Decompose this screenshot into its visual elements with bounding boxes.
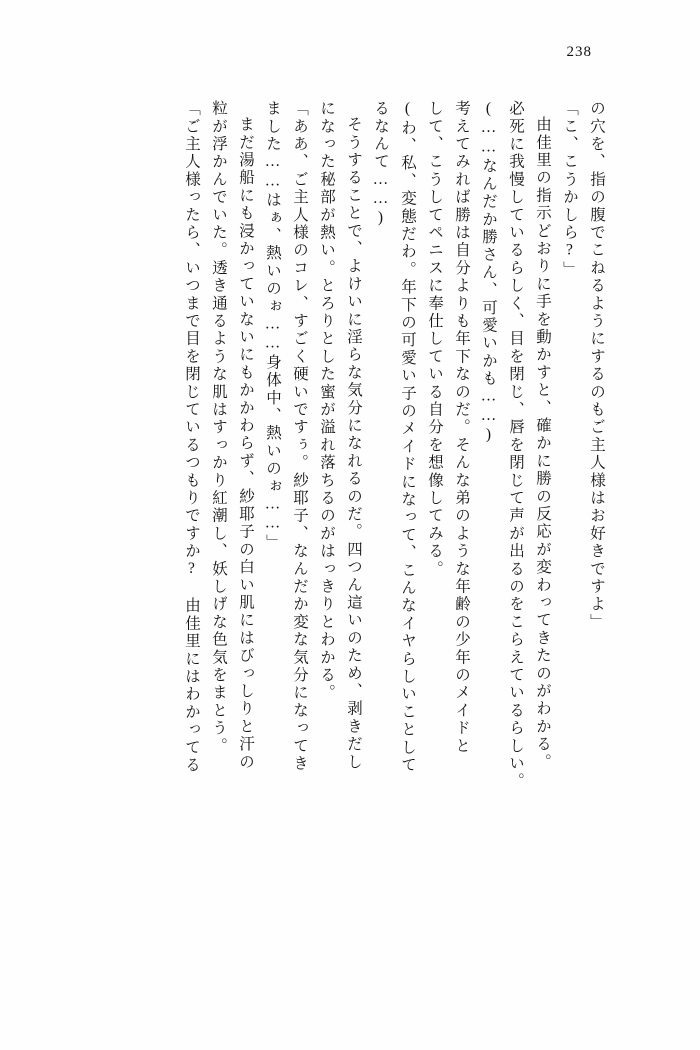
text-line: になった秘部が熱い。とろりとした蜜が溢れ落ちるのがはっきりとわかる。: [318, 100, 335, 702]
text-line: 考えてみれば勝は自分よりも年下なのだ。そんな弟のような年齢の少年のメイドと: [453, 100, 470, 755]
text-line: ました……はぁ、熱いのぉ……身体中、熱いのぉ……」: [264, 100, 281, 552]
text-line: 必死に我慢しているらしく、目を閉じ、唇を閉じて声が出るのをこらえているらしい。: [507, 100, 524, 791]
text-line: 「こ、こうかしら?」: [561, 100, 578, 279]
text-line: まだ湯船にも浸かっていないにもかかわらず、紗耶子の白い肌にはびっしりと汗の: [237, 116, 254, 771]
text-line: (……なんだか勝さん、可愛いかも……): [480, 100, 497, 446]
text-line: 「ああ、ご主人様のコレ、すごく硬いですぅ。紗耶子、なんだか変な気分になってき: [291, 100, 308, 773]
text-line: 粒が浮かんでいた。透き通るような肌はすっかり紅潮し、妖しげな色気をまとう。: [210, 100, 227, 755]
vertical-text-body: [58, 100, 604, 990]
page-number: 238: [566, 44, 592, 60]
text-line: (わ、私、変態だわ。年下の可愛い子のメイドになって、こんなイヤらしいことして: [399, 100, 416, 775]
text-line: 由佳里の指示どおりに手を動かすと、確かに勝の反応が変わってきたのがわかる。: [534, 116, 551, 771]
text-line: して、こうしてペニスに奉仕している自分を想像してみる。: [426, 100, 443, 578]
text-line: るなんて……): [372, 100, 389, 229]
text-line: そうすることで、よけいに淫らな気分になれるのだ。四つん這いのため、剥きだし: [345, 116, 362, 771]
text-line: の穴を、指の腹でこねるようにするのもご主人様はお好きですよ」: [588, 100, 605, 631]
text-line: 「ご主人様ったら、いつまで目を閉じているつもりですか? 由佳里にはわかってる: [183, 100, 200, 775]
